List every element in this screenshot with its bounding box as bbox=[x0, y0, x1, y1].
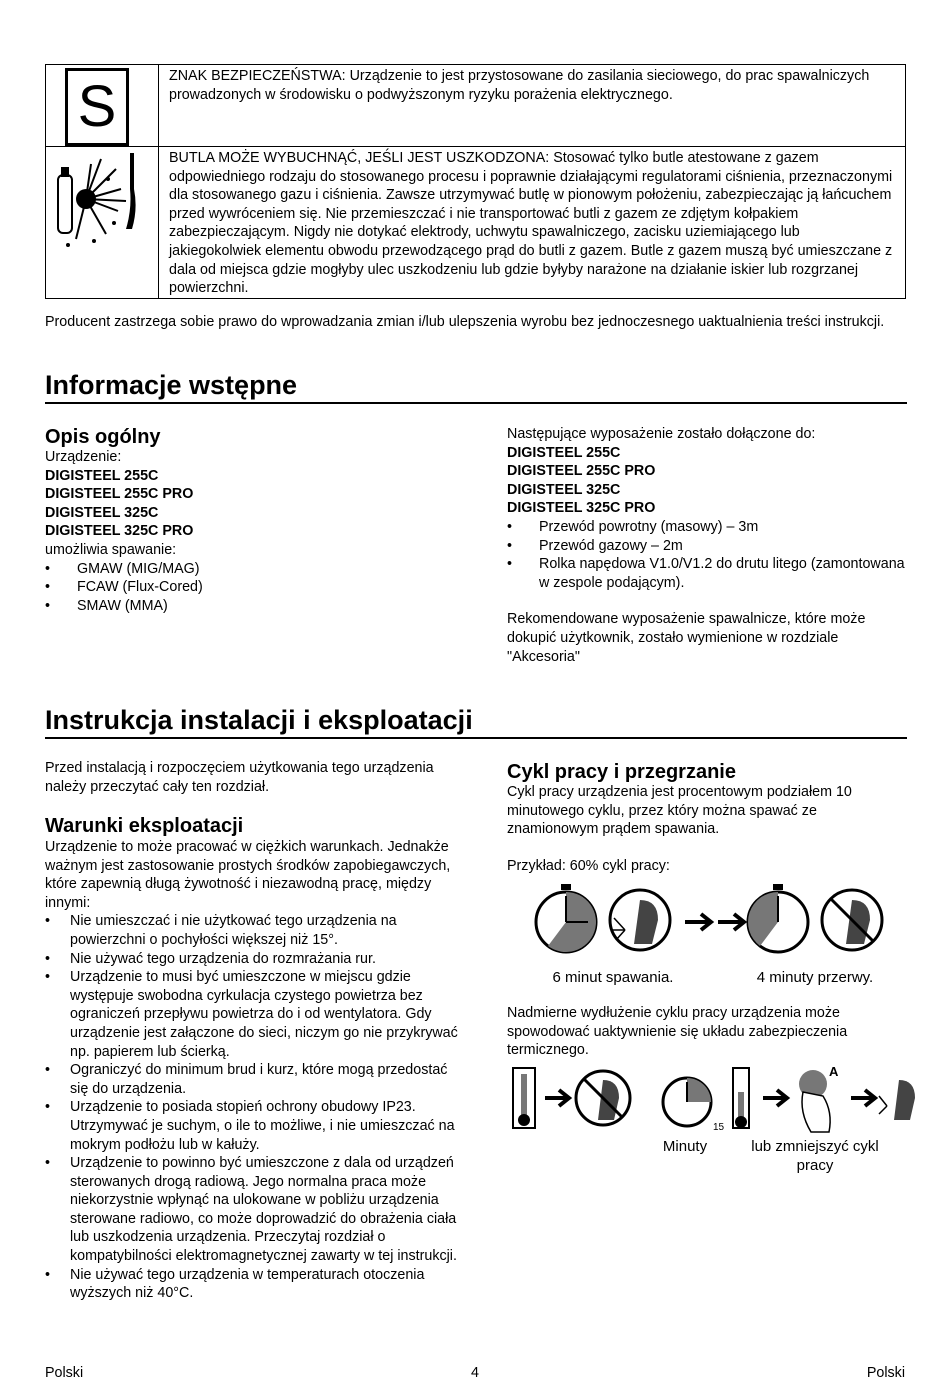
model-name: DIGISTEEL 325C bbox=[45, 504, 159, 521]
manufacturer-notice: Producent zastrzega sobie prawo do wprowadzania zmian i/lub ulepszenia wyrobu bez jednoczesnego uaktualnienia treści instrukcji. bbox=[45, 314, 885, 330]
list-item: • Ograniczyć do minimum brud i kurz, które mogą przedostać się do urządzenia. bbox=[45, 1061, 460, 1098]
duty-cycle-title: Cykl pracy i przegrzanie bbox=[507, 761, 736, 783]
thermometer-icon bbox=[733, 1068, 749, 1128]
general-description bbox=[45, 448, 465, 615]
section-rule bbox=[45, 737, 907, 739]
list-item: • Przewód powrotny (masowy) – 3m bbox=[507, 518, 905, 537]
footer-language-left: Polski bbox=[45, 1365, 84, 1381]
weld-timer-clock-icon bbox=[536, 884, 596, 952]
equipment-lead: Następujące wyposażenie zostało dołączone do: bbox=[507, 426, 816, 442]
list-item: • Nie używać tego urządzenia w temperaturach otoczenia wyższych niż 40°C. bbox=[45, 1266, 460, 1303]
overheat-text: Nadmierne wydłużenie cyklu pracy urządzenia może spowodować uaktywnienie się układu zabezpieczenia termicznego. bbox=[507, 1005, 848, 1059]
section-rule bbox=[45, 402, 907, 404]
cylinder-explosion-icon bbox=[46, 149, 158, 249]
safety-sign-cell bbox=[46, 65, 159, 147]
arrow-icon bbox=[851, 1090, 875, 1106]
clock-15-label: 15 bbox=[713, 1122, 725, 1133]
arrow-icon bbox=[685, 914, 711, 930]
s-sign-icon: S bbox=[65, 68, 129, 146]
list-item: • Urządzenie to musi być umieszczone w miejscu gdzie występuje swobodna cyrkulacja czystego powietrza bez ograniczeń przepływu powietrza do i od wentylatora. Gdy urządzenie jest załączone do sieci, niczym go nie przykrywać np. papierem lub ścierką. bbox=[45, 968, 460, 1061]
no-welding-icon bbox=[576, 1071, 630, 1125]
footer-language-right: Polski bbox=[866, 1365, 905, 1381]
list-item: • GMAW (MIG/MAG) bbox=[45, 560, 465, 579]
arrow-icon bbox=[763, 1090, 787, 1106]
list-item: • Nie używać tego urządzenia do rozmrażania rur. bbox=[45, 950, 460, 969]
no-welding-icon bbox=[822, 890, 882, 950]
conditions-list bbox=[45, 912, 460, 1302]
conditions-body bbox=[45, 838, 460, 1303]
welder-icon bbox=[879, 1080, 915, 1120]
duty-cycle-example: Przykład: 60% cykl pracy: bbox=[507, 858, 670, 874]
equipment-list bbox=[507, 518, 905, 592]
model-name: DIGISTEEL 325C PRO bbox=[507, 500, 656, 517]
caption-reduce: lub zmniejszyć cykl pracy bbox=[751, 1138, 879, 1174]
model-name: DIGISTEEL 255C PRO bbox=[507, 463, 656, 480]
caption-minutes: Minuty bbox=[662, 1138, 708, 1155]
cylinder-cell bbox=[46, 147, 159, 299]
knob-a-label: A bbox=[829, 1064, 839, 1079]
included-equipment bbox=[507, 425, 905, 666]
page-number: 4 bbox=[471, 1365, 479, 1381]
duty-cycle-diagram bbox=[530, 882, 890, 962]
arrow-icon bbox=[718, 914, 744, 930]
model-name: DIGISTEEL 255C bbox=[45, 467, 159, 484]
process-list bbox=[45, 560, 465, 616]
arrow-icon bbox=[545, 1090, 569, 1106]
duty-cycle-text: Cykl pracy urządzenia jest procentowym podziałem 10 minutowego cyklu, przez który można spawać ze znamionowym prądem spawania. bbox=[507, 784, 852, 838]
current-knob-icon bbox=[799, 1070, 830, 1132]
caption-weld: 6 minut spawania. bbox=[552, 969, 674, 986]
model-name: DIGISTEEL 255C bbox=[507, 444, 621, 461]
model-name: DIGISTEEL 255C PRO bbox=[45, 486, 194, 503]
welder-icon bbox=[610, 890, 670, 950]
minutes-clock-icon bbox=[663, 1078, 711, 1126]
cylinder-warning-text: BUTLA MOŻE WYBUCHNĄĆ, JEŚLI JEST USZKODZONA: Stosować tylko butle atestowane z gazem odpowiedniego rodzaju do stosowanego procesu i poprawnie działającymi regulatorami ciśnienia, przeznaczonymi dla stosowanego gazu i ciśnienia. Zawsze utrzymywać butlę w pionowym położeniu, zabezpieczając ją łańcuchem przed wywróceniem się. Nie przemieszczać i nie transportować butli z gazem ze zdjętym kołpakiem zabezpieczającym. Nigdy nie dotykać elektrody, uchwytu spawalniczego, zacisku uziemiającego lub jakiegokolwiek elementu obwodu przewodzącego prąd do butli z gazem. Butle z gazem muszą być umieszczane z dala od miejsca gdzie mogłyby ulec uszkodzeniu lub gdzie byłyby narażone na działanie iskier lub rozgrzanej powierzchni. bbox=[159, 147, 906, 299]
thermometer-icon bbox=[513, 1068, 535, 1128]
general-description-title: Opis ogólny bbox=[45, 426, 161, 448]
safety-sign-text: ZNAK BEZPIECZEŃSTWA: Urządzenie to jest przystosowane do zasilania sieciowego, do prac spawalniczych prowadzonych w środowisku o podwyższonym ryzyku porażenia elektrycznego. bbox=[159, 65, 906, 147]
caption-rest: 4 minuty przerwy. bbox=[756, 969, 874, 986]
rest-timer-clock-icon bbox=[748, 884, 808, 952]
list-item: • Urządzenie to posiada stopień ochrony obudowy IP23. Utrzymywać je suchym, o ile to możliwe, i nie umieszczać na mokrym podłożu lub w kałuży. bbox=[45, 1098, 460, 1154]
install-lead: Przed instalacją i rozpoczęciem użytkowania tego urządzenia należy przeczytać cały ten rozdział. bbox=[45, 760, 434, 795]
section-title-install: Instrukcja instalacji i eksploatacji bbox=[45, 705, 473, 735]
list-item: • Przewód gazowy – 2m bbox=[507, 537, 905, 556]
model-name: DIGISTEEL 325C bbox=[507, 481, 621, 498]
list-item: • FCAW (Flux-Cored) bbox=[45, 578, 465, 597]
section-title-intro: Informacje wstępne bbox=[45, 370, 298, 400]
safety-table bbox=[45, 64, 906, 299]
list-item: • Urządzenie to powinno być umieszczone z dala od urządzeń sterowanych drogą radiową. Jego normalna praca może niekorzystnie wpłynąć na ulokowane w pobliżu urządzenia sterowane radiowo, co może doprowadzić do obrażenia ciała lub uszkodzenia urządzenia. Przeczytaj rozdział o kompatybilności elektromagnetycznej zawarty w tej instrukcji. bbox=[45, 1154, 460, 1266]
list-item: • Rolka napędowa V1.0/V1.2 do drutu litego (zamontowana w zespole podającym). bbox=[507, 555, 905, 592]
recommended-equipment: Rekomendowane wyposażenie spawalnicze, które może dokupić użytkownik, zostało wymienione w rozdziale "Akcesoria" bbox=[507, 611, 866, 665]
conditions-title: Warunki eksploatacji bbox=[45, 815, 244, 837]
list-item: • Nie umieszczać i nie użytkować tego urządzenia na powierzchni o pochyłości większej niż 15°. bbox=[45, 912, 460, 949]
conditions-intro: Urządzenie to może pracować w ciężkich warunkach. Jednakże ważnym jest zastosowanie prostych środków zapobiegawczych, które zapewnią długą żywotność i niezawodną pracę, między innymi: bbox=[45, 839, 451, 911]
thermal-protection-diagram bbox=[507, 1062, 917, 1142]
list-item: • SMAW (MMA) bbox=[45, 597, 465, 616]
enables-label: umożliwia spawanie: bbox=[45, 541, 177, 558]
device-label: Urządzenie: bbox=[45, 449, 122, 465]
model-name: DIGISTEEL 325C PRO bbox=[45, 523, 194, 540]
